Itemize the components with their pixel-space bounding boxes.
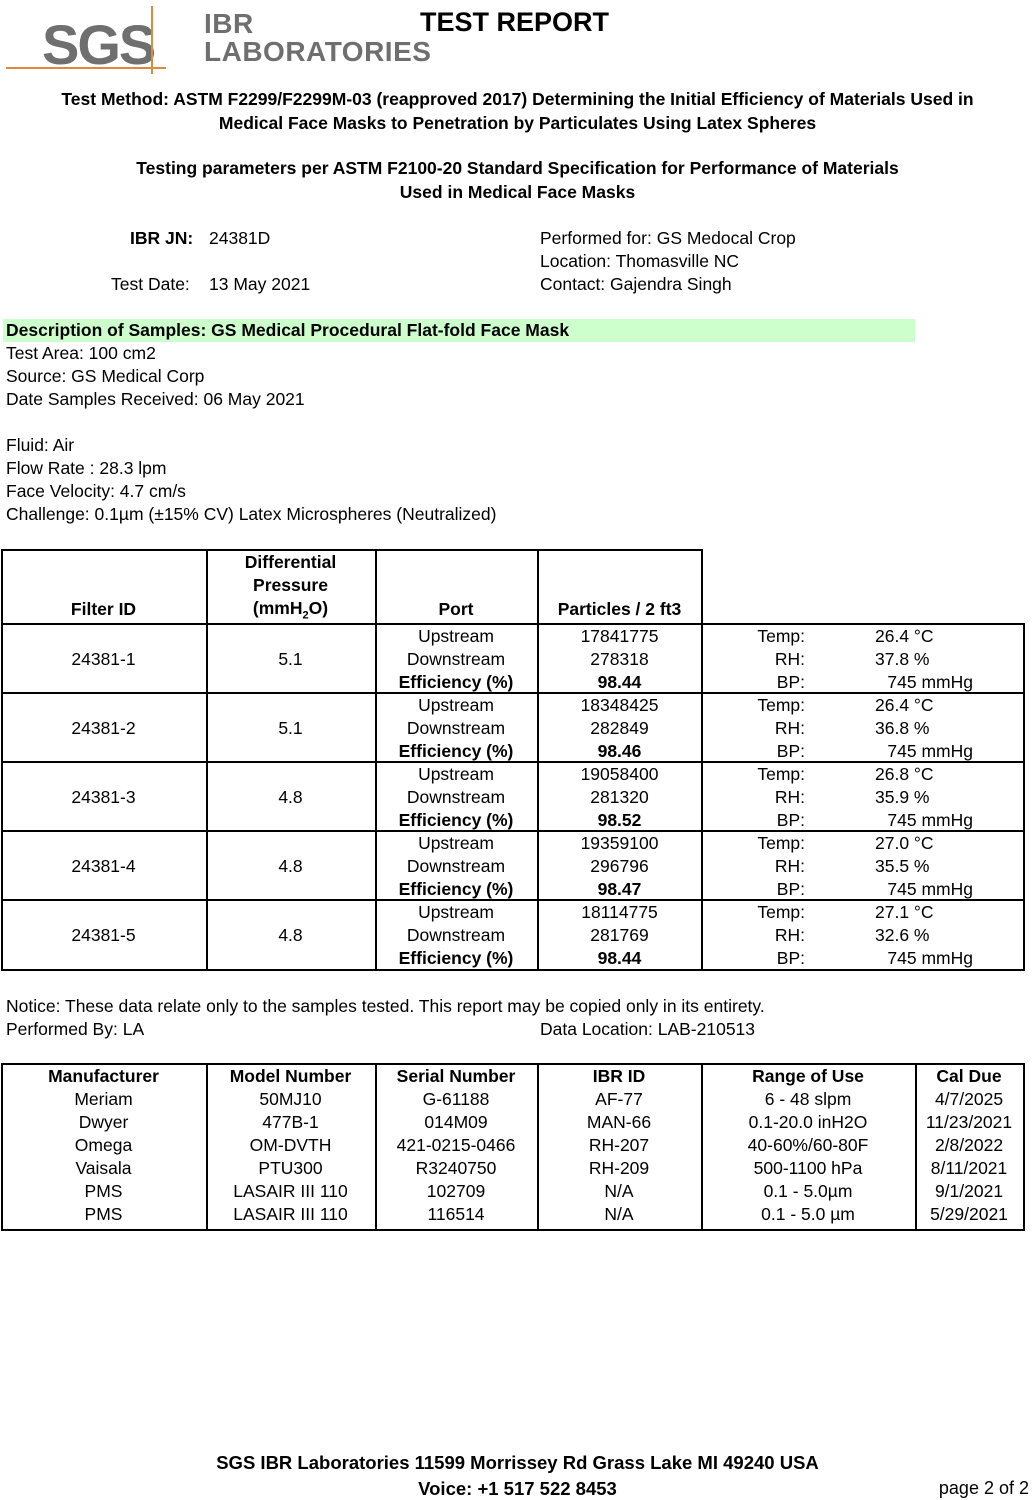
source: Source: GS Medical Corp [6, 366, 205, 386]
downstream-count-cell: 281769 [590, 925, 649, 945]
eq-cell-cal-due: 8/11/2021 [930, 1158, 1008, 1178]
eq-header-model-number: Model Number [229, 1066, 352, 1086]
filter-id-cell: 24381-1 [71, 649, 136, 669]
ibr-logo-line2: LABORATORIES [204, 36, 432, 67]
efficiency-cell: 98.46 [597, 741, 642, 761]
port-downstream-label: Downstream [406, 718, 506, 738]
rh-value: 37.8 % [875, 649, 930, 669]
eq-header-range-of-use: Range of Use [752, 1066, 864, 1086]
rh-label: RH: [774, 787, 805, 807]
temp-label: Temp: [757, 764, 805, 784]
test-date-value: 13 May 2021 [209, 274, 311, 294]
temp-value: 26.4 °C [875, 695, 934, 715]
rh-value: 35.9 % [875, 787, 930, 807]
report-title: TEST REPORT [420, 7, 610, 37]
page-number: page 2 of 2 [938, 1478, 1029, 1498]
header-dp-line1: Differential [244, 552, 337, 572]
sgs-logo-text: SGS [42, 13, 155, 74]
downstream-count-cell: 278318 [590, 649, 649, 669]
eq-cell-manufacturer: PMS [84, 1181, 123, 1201]
challenge: Challenge: 0.1µm (±15% CV) Latex Microspheres (Neutralized) [6, 504, 497, 524]
footer-voice: Voice: +1 517 522 8453 [418, 1478, 617, 1499]
port-downstream-label: Downstream [406, 856, 506, 876]
bp-label: BP: [776, 879, 805, 899]
ibr-laboratories-logo [204, 10, 431, 66]
testing-parameters [0, 156, 1035, 204]
performed-by: Performed By: LA [6, 1019, 145, 1039]
header-dp-line3: (mmH$_2$O) [252, 598, 329, 622]
header-port: Port [438, 599, 474, 619]
temp-label: Temp: [757, 902, 805, 922]
eq-cell-model-number: 477B-1 [262, 1112, 319, 1132]
bp-value: 745 mmHg [887, 672, 973, 692]
bp-label: BP: [776, 672, 805, 692]
eq-cell-range-of-use: 40-60%/60-80F [747, 1135, 869, 1155]
bp-value: 745 mmHg [887, 810, 973, 830]
eq-cell-ibr-id: AF-77 [595, 1089, 643, 1109]
port-upstream-label: Upstream [418, 764, 494, 784]
bp-label: BP: [776, 810, 805, 830]
eq-cell-serial-number: 014M09 [424, 1112, 488, 1132]
eq-header-serial-number: Serial Number [396, 1066, 516, 1086]
temp-value: 27.1 °C [875, 902, 934, 922]
rh-label: RH: [774, 649, 805, 669]
port-efficiency-label: Efficiency (%) [398, 810, 514, 830]
temp-value: 26.4 °C [875, 626, 934, 646]
downstream-count-cell: 296796 [590, 856, 649, 876]
upstream-count-cell: 18348425 [580, 695, 659, 715]
port-efficiency-label: Efficiency (%) [398, 672, 514, 692]
filter-id-cell: 24381-4 [71, 856, 136, 876]
equipment-table [1, 1063, 1025, 1231]
notice-text: Notice: These data relate only to the samples tested. This report may be copied only in its entirety. [6, 996, 765, 1016]
test-area: Test Area: 100 cm2 [6, 343, 156, 363]
eq-cell-serial-number: 102709 [426, 1181, 486, 1201]
footer-address: SGS IBR Laboratories 11599 Morrissey Rd Grass Lake MI 49240 USA [216, 1452, 819, 1473]
eq-cell-cal-due: 2/8/2022 [934, 1135, 1004, 1155]
diff-pressure-cell: 4.8 [278, 925, 303, 945]
upstream-count-cell: 19359100 [580, 833, 659, 853]
eq-cell-serial-number: 421-0215-0466 [396, 1135, 516, 1155]
diff-pressure-cell: 4.8 [278, 787, 303, 807]
upstream-count-cell: 17841775 [580, 626, 659, 646]
diff-pressure-cell: 5.1 [278, 718, 303, 738]
rh-label: RH: [774, 925, 805, 945]
eq-header-manufacturer: Manufacturer [48, 1066, 159, 1086]
test-method [0, 87, 1035, 135]
bp-label: BP: [776, 741, 805, 761]
filter-id-cell: 24381-3 [71, 787, 136, 807]
header-dp-line2: Pressure [253, 575, 328, 595]
data-location: Data Location: LAB-210513 [540, 1019, 756, 1039]
downstream-count-cell: 281320 [590, 787, 649, 807]
temp-label: Temp: [757, 626, 805, 646]
eq-cell-cal-due: 4/7/2025 [934, 1089, 1004, 1109]
bp-label: BP: [776, 948, 805, 968]
sgs-logo [6, 6, 166, 74]
header-particles: Particles / 2 ft3 [557, 599, 682, 619]
testing-params-line1: Testing parameters per ASTM F2100-20 Standard Specification for Performance of Materials [136, 158, 899, 178]
eq-header-cal-due: Cal Due [936, 1066, 1002, 1086]
rh-label: RH: [774, 856, 805, 876]
jn-label: IBR JN: [130, 228, 194, 248]
test-date-label: Test Date: [111, 274, 190, 294]
filter-id-cell: 24381-2 [71, 718, 136, 738]
rh-label: RH: [774, 718, 805, 738]
eq-cell-cal-due: 5/29/2021 [930, 1204, 1008, 1224]
eq-cell-model-number: PTU300 [258, 1158, 323, 1178]
eq-cell-serial-number: 116514 [427, 1204, 485, 1224]
testing-params-line2: Used in Medical Face Masks [399, 182, 636, 202]
efficiency-cell: 98.47 [597, 879, 642, 899]
ibr-logo-line1: IBR [204, 8, 254, 39]
upstream-count-cell: 19058400 [580, 764, 659, 784]
bp-value: 745 mmHg [887, 948, 973, 968]
eq-cell-serial-number: R3240750 [415, 1158, 497, 1178]
contact: Contact: Gajendra Singh [540, 274, 732, 294]
jn-value: 24381D [209, 228, 271, 248]
port-upstream-label: Upstream [418, 626, 494, 646]
eq-cell-range-of-use: 6 - 48 slpm [764, 1089, 852, 1109]
test-method-line2: Medical Face Masks to Penetration by Particulates Using Latex Spheres [218, 113, 817, 133]
eq-cell-model-number: OM-DVTH [249, 1135, 332, 1155]
results-table [1, 549, 1025, 973]
eq-cell-model-number: LASAIR III 110 [233, 1204, 348, 1224]
eq-header-ibr-id: IBR ID [592, 1066, 646, 1086]
port-upstream-label: Upstream [418, 902, 494, 922]
eq-cell-range-of-use: 500-1100 hPa [753, 1158, 863, 1178]
port-downstream-label: Downstream [406, 925, 506, 945]
diff-pressure-cell: 4.8 [278, 856, 303, 876]
downstream-count-cell: 282849 [590, 718, 649, 738]
rh-value: 36.8 % [875, 718, 930, 738]
port-efficiency-label: Efficiency (%) [398, 741, 514, 761]
bp-value: 745 mmHg [887, 879, 973, 899]
port-downstream-label: Downstream [406, 787, 506, 807]
eq-cell-range-of-use: 0.1-20.0 inH2O [748, 1112, 868, 1132]
efficiency-cell: 98.52 [597, 810, 642, 830]
temp-value: 26.8 °C [875, 764, 934, 784]
eq-cell-ibr-id: RH-207 [588, 1135, 650, 1155]
rh-value: 35.5 % [875, 856, 930, 876]
eq-cell-ibr-id: RH-209 [588, 1158, 650, 1178]
eq-cell-serial-number: G-61188 [422, 1089, 490, 1109]
header-filter-id: Filter ID [70, 599, 137, 619]
flow-rate: Flow Rate : 28.3 lpm [6, 458, 167, 478]
efficiency-cell: 98.44 [597, 672, 642, 692]
date-received: Date Samples Received: 06 May 2021 [6, 389, 305, 409]
eq-cell-model-number: 50MJ10 [259, 1089, 322, 1109]
location: Location: Thomasville NC [540, 251, 740, 271]
eq-cell-manufacturer: PMS [84, 1204, 123, 1224]
temp-label: Temp: [757, 833, 805, 853]
eq-cell-cal-due: 11/23/2021 [925, 1112, 1013, 1132]
eq-cell-cal-due: 9/1/2021 [934, 1181, 1004, 1201]
port-downstream-label: Downstream [406, 649, 506, 669]
port-efficiency-label: Efficiency (%) [398, 879, 514, 899]
eq-cell-ibr-id: N/A [604, 1204, 634, 1224]
eq-cell-manufacturer: Vaisala [75, 1158, 132, 1178]
eq-cell-model-number: LASAIR III 110 [233, 1181, 348, 1201]
eq-cell-manufacturer: Omega [74, 1135, 133, 1155]
bp-value: 745 mmHg [887, 741, 973, 761]
upstream-count-cell: 18114775 [581, 902, 658, 922]
eq-cell-manufacturer: Dwyer [78, 1112, 129, 1132]
temp-value: 27.0 °C [875, 833, 934, 853]
samples-description: Description of Samples: GS Medical Procedural Flat-fold Face Mask [6, 320, 570, 340]
fluid: Fluid: Air [6, 435, 75, 455]
filter-id-cell: 24381-5 [71, 925, 136, 945]
port-efficiency-label: Efficiency (%) [398, 948, 514, 968]
eq-cell-ibr-id: MAN-66 [586, 1112, 652, 1132]
diff-pressure-cell: 5.1 [278, 649, 303, 669]
test-method-line1: Test Method: ASTM F2299/F2299M-03 (reapproved 2017) Determining the Initial Efficiency of Materials Used in [61, 89, 974, 109]
eq-cell-range-of-use: 0.1 - 5.0 µm [761, 1204, 855, 1224]
rh-value: 32.6 % [875, 925, 930, 945]
temp-label: Temp: [757, 695, 805, 715]
eq-cell-ibr-id: N/A [604, 1181, 634, 1201]
efficiency-cell: 98.44 [597, 948, 642, 968]
eq-cell-range-of-use: 0.1 - 5.0µm [763, 1181, 853, 1201]
face-velocity: Face Velocity: 4.7 cm/s [6, 481, 186, 501]
port-upstream-label: Upstream [418, 833, 494, 853]
performed-for: Performed for: GS Medocal Crop [540, 228, 796, 248]
eq-cell-manufacturer: Meriam [74, 1089, 133, 1109]
port-upstream-label: Upstream [418, 695, 494, 715]
